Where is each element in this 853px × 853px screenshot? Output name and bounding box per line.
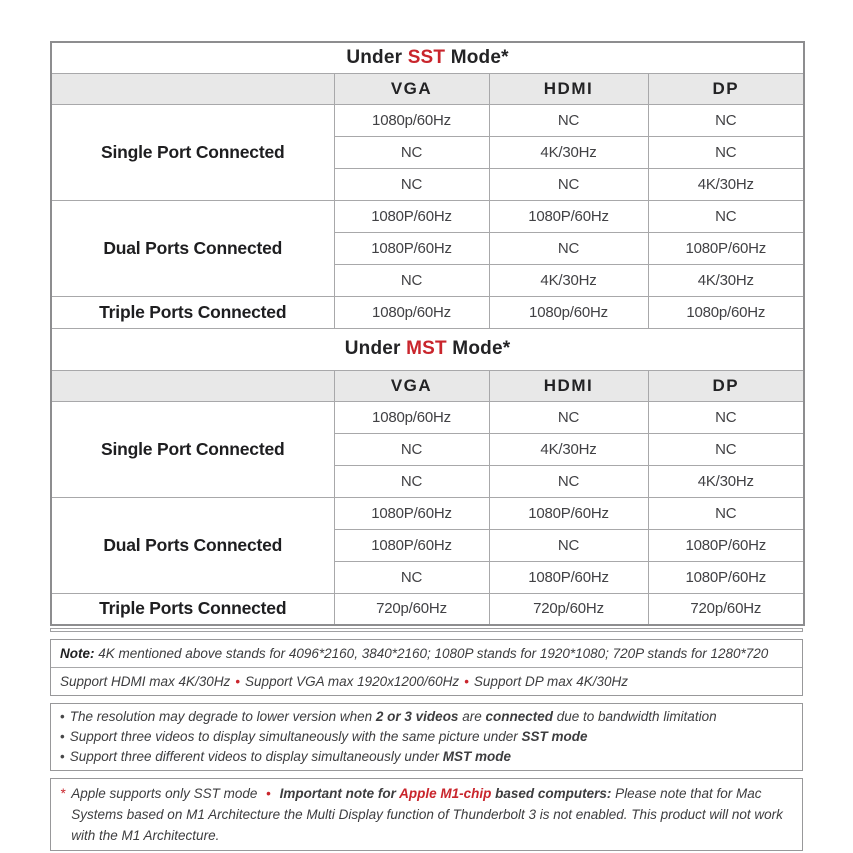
- bullet-icon: •: [266, 786, 271, 801]
- sst-single-port-label: Single Port Connected: [51, 104, 334, 200]
- value-cell: 1080P/60Hz: [334, 497, 489, 529]
- value-cell: 1080P/60Hz: [334, 232, 489, 264]
- value-cell: 720p/60Hz: [648, 593, 804, 625]
- list-item: [60, 747, 793, 767]
- note-text: 4K mentioned above stands for 4096*2160, 3840*2160; 1080P stands for 1920*1080; 720P stands for 1280*720: [94, 646, 769, 661]
- support-hdmi-text: Support HDMI max 4K/30Hz: [60, 674, 231, 689]
- mst-title-suffix: Mode*: [446, 338, 511, 359]
- bandwidth-note-text: are: [458, 709, 486, 724]
- bullet-icon: •: [60, 749, 65, 764]
- note-definitions-row: [51, 640, 802, 667]
- value-cell: NC: [334, 264, 489, 296]
- bullet-icon: •: [235, 674, 241, 689]
- table-row: [51, 593, 804, 625]
- value-cell: NC: [648, 497, 804, 529]
- table-row: [51, 497, 804, 529]
- value-cell: NC: [648, 136, 804, 168]
- mst-note-bold: MST mode: [442, 749, 511, 764]
- sst-dual-ports-label: Dual Ports Connected: [51, 200, 334, 296]
- sst-note-text: Support three videos to display simultaneously with the same picture under: [69, 729, 522, 744]
- apple-sst-text: Apple supports only SST mode: [71, 786, 262, 801]
- mst-header-hdmi: HDMI: [489, 370, 648, 401]
- value-cell: 4K/30Hz: [648, 465, 804, 497]
- sst-title-prefix: Under: [346, 46, 408, 68]
- bandwidth-note-text: due to bandwidth limitation: [552, 709, 717, 724]
- value-cell: NC: [334, 136, 489, 168]
- value-cell: NC: [489, 529, 648, 561]
- value-cell: 1080P/60Hz: [334, 529, 489, 561]
- list-item: [60, 707, 793, 727]
- sst-title-suffix: Mode*: [445, 46, 509, 68]
- value-cell: 1080P/60Hz: [648, 529, 804, 561]
- table-row: [51, 296, 804, 328]
- value-cell: NC: [489, 401, 648, 433]
- table-row: [51, 401, 804, 433]
- bullet-icon: •: [60, 729, 65, 744]
- mst-table-title: [51, 328, 804, 370]
- mst-dual-ports-label: Dual Ports Connected: [51, 497, 334, 593]
- mst-single-port-label: Single Port Connected: [51, 401, 334, 497]
- mst-title-mode: MST: [406, 338, 447, 359]
- mst-header-dp: DP: [648, 370, 804, 401]
- apple-footnote-text: [71, 783, 793, 846]
- list-item: [60, 727, 793, 747]
- value-cell: 1080p/60Hz: [334, 104, 489, 136]
- bullet-icon: •: [60, 709, 65, 724]
- table-footer-strip: [50, 628, 803, 632]
- value-cell: 4K/30Hz: [648, 264, 804, 296]
- sst-header-vga: VGA: [334, 73, 489, 104]
- value-cell: 4K/30Hz: [648, 168, 804, 200]
- resolution-note-box: [50, 639, 803, 696]
- bandwidth-note-text: The resolution may degrade to lower version when: [69, 709, 376, 724]
- mst-title-prefix: Under: [344, 338, 407, 359]
- mst-header-vga: VGA: [334, 370, 489, 401]
- apple-footnote-box: [50, 778, 803, 851]
- value-cell: NC: [334, 168, 489, 200]
- value-cell: NC: [648, 104, 804, 136]
- bandwidth-note-bold: connected: [485, 709, 553, 724]
- value-cell: 4K/30Hz: [489, 264, 648, 296]
- note-label: Note:: [60, 646, 95, 661]
- sst-header-hdmi: HDMI: [489, 73, 648, 104]
- value-cell: NC: [334, 465, 489, 497]
- value-cell: 1080P/60Hz: [648, 561, 804, 593]
- note-support-row: [51, 667, 802, 695]
- sst-title-mode: SST: [407, 46, 446, 68]
- value-cell: 720p/60Hz: [489, 593, 648, 625]
- mst-title-row: [51, 328, 804, 370]
- value-cell: 1080p/60Hz: [334, 296, 489, 328]
- spec-sheet: [50, 41, 803, 851]
- value-cell: 1080p/60Hz: [334, 401, 489, 433]
- value-cell: 4K/30Hz: [489, 433, 648, 465]
- sst-note-bold: SST mode: [521, 729, 588, 744]
- value-cell: NC: [648, 401, 804, 433]
- value-cell: NC: [648, 433, 804, 465]
- sst-title-row: [51, 42, 804, 73]
- bullet-notes-box: [50, 703, 803, 771]
- table-row: [51, 104, 804, 136]
- mst-header-empty-cell: [51, 370, 334, 401]
- value-cell: 4K/30Hz: [489, 136, 648, 168]
- value-cell: 1080P/60Hz: [489, 200, 648, 232]
- value-cell: NC: [489, 168, 648, 200]
- table-row: [51, 200, 804, 232]
- value-cell: 1080P/60Hz: [489, 497, 648, 529]
- sst-table-title: [51, 42, 804, 73]
- value-cell: 1080P/60Hz: [334, 200, 489, 232]
- support-dp-text: Support DP max 4K/30Hz: [473, 674, 628, 689]
- value-cell: NC: [489, 232, 648, 264]
- support-vga-text: Support VGA max 1920x1200/60Hz: [245, 674, 460, 689]
- mst-note-text: Support three different videos to display simultaneously under: [69, 749, 443, 764]
- footnote-asterisk: *: [60, 786, 66, 801]
- mst-triple-ports-label: Triple Ports Connected: [51, 593, 334, 625]
- mst-header-row: [51, 370, 804, 401]
- value-cell: 1080P/60Hz: [489, 561, 648, 593]
- apple-m1-chip-bold: Apple M1-chip: [399, 786, 492, 801]
- value-cell: 1080P/60Hz: [648, 232, 804, 264]
- value-cell: NC: [489, 465, 648, 497]
- value-cell: NC: [489, 104, 648, 136]
- apple-computers-bold: based computers:: [491, 786, 612, 801]
- sst-triple-ports-label: Triple Ports Connected: [51, 296, 334, 328]
- value-cell: 1080p/60Hz: [489, 296, 648, 328]
- apple-m1-note-text: Please note that for Mac Systems based on M1 Architecture the Multi Display function of Thunderbolt 3 is not enabled. This product will not work with the M1 Architecture.: [71, 786, 783, 843]
- value-cell: NC: [648, 200, 804, 232]
- sst-header-empty-cell: [51, 73, 334, 104]
- value-cell: 720p/60Hz: [334, 593, 489, 625]
- value-cell: 1080p/60Hz: [648, 296, 804, 328]
- bandwidth-note-bold: 2 or 3 videos: [375, 709, 459, 724]
- display-mode-table: [50, 41, 805, 626]
- sst-header-dp: DP: [648, 73, 804, 104]
- value-cell: NC: [334, 561, 489, 593]
- sst-header-row: [51, 73, 804, 104]
- bullet-icon: •: [464, 674, 469, 689]
- value-cell: NC: [334, 433, 489, 465]
- apple-important-bold: Important note for: [275, 786, 400, 801]
